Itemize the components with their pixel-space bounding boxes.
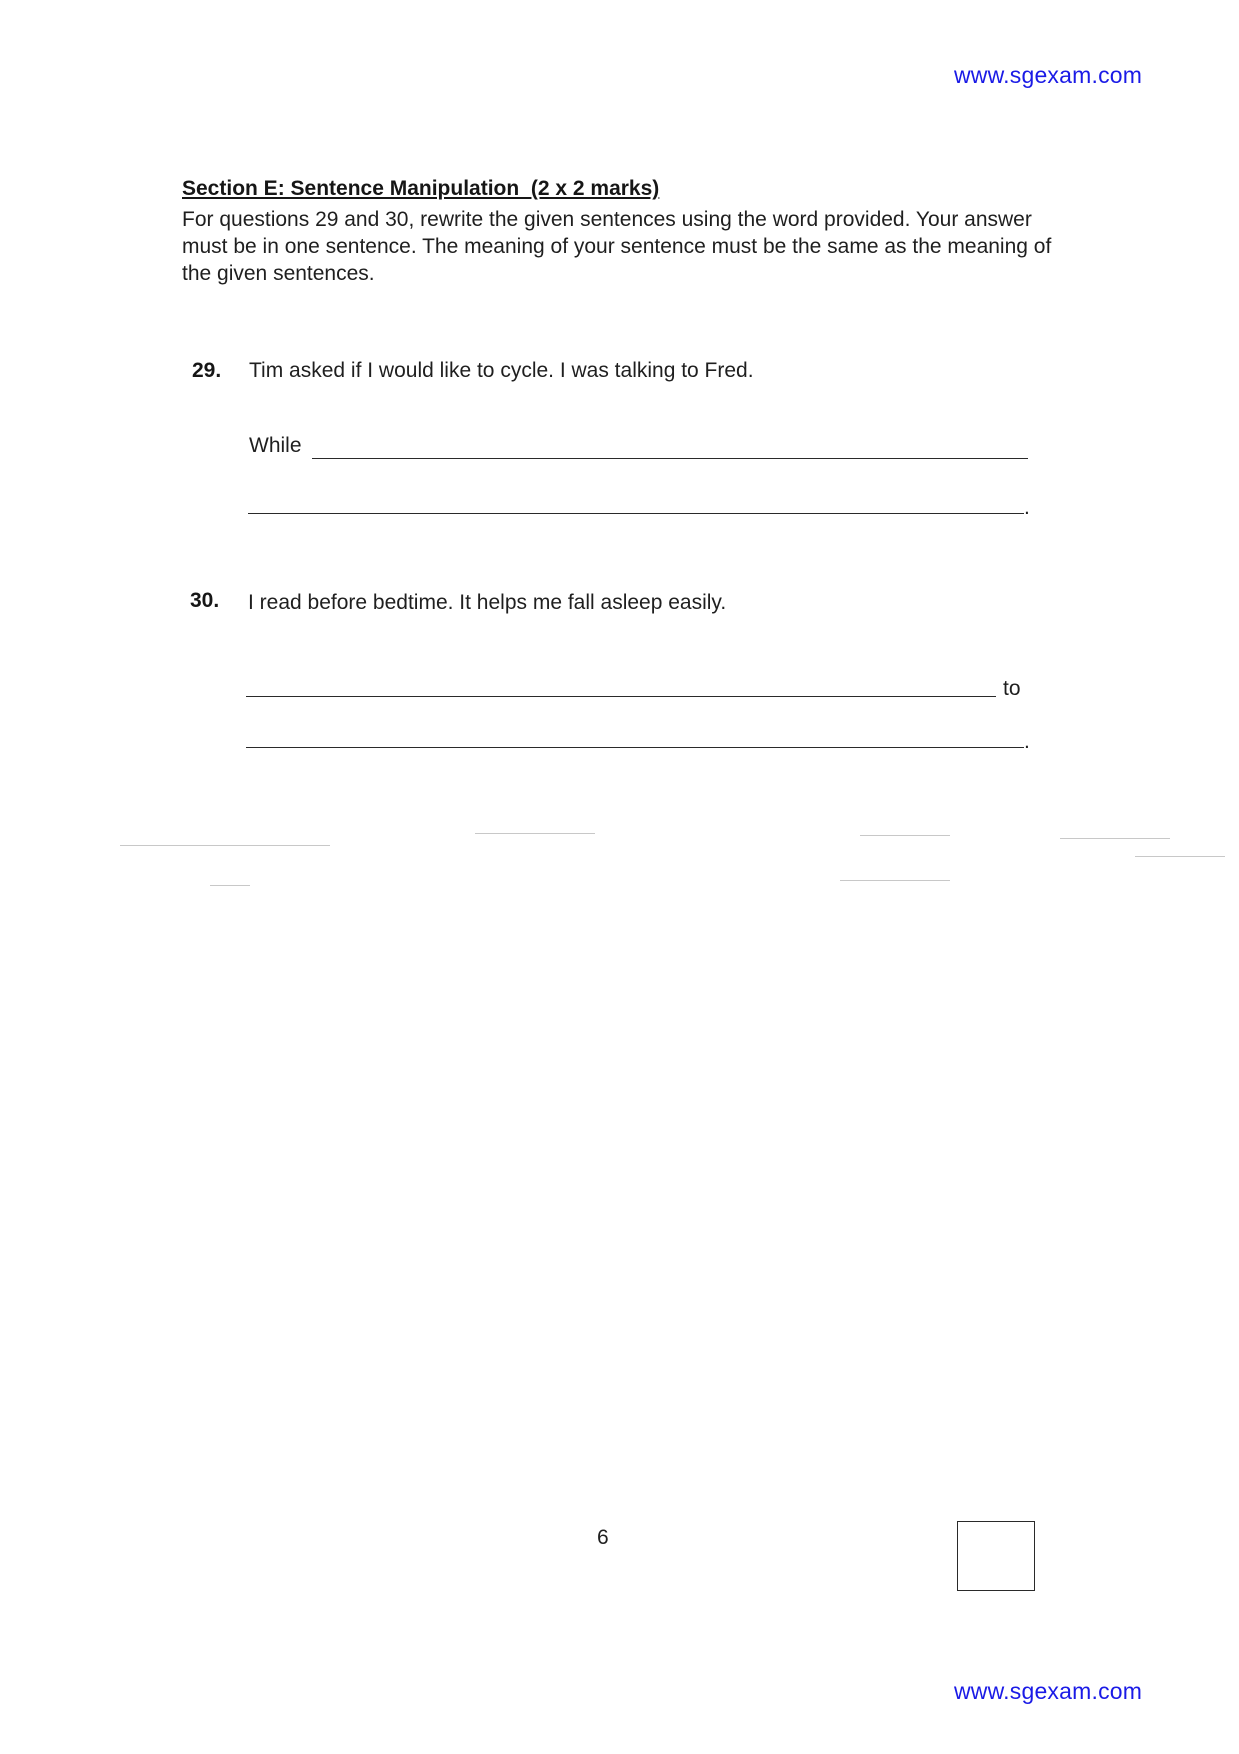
question-30-end-mark: .: [1024, 730, 1030, 753]
question-30-text: I read before bedtime. It helps me fall asleep easily.: [248, 591, 727, 614]
question-30-answer-line-1[interactable]: [246, 696, 996, 697]
page-number: 6: [597, 1526, 609, 1549]
marks-box: [957, 1521, 1035, 1591]
scan-speck: [1060, 838, 1170, 839]
question-30-given-word: to: [1003, 677, 1021, 700]
question-29-answer-line-1[interactable]: [312, 458, 1028, 459]
scan-speck: [210, 885, 250, 886]
question-29-answer-line-2[interactable]: [248, 513, 1024, 514]
scan-speck: [860, 835, 950, 836]
scan-speck: [840, 880, 950, 881]
site-link-bottom[interactable]: www.sgexam.com: [954, 1678, 1143, 1704]
scan-speck: [475, 833, 595, 834]
site-link-top[interactable]: www.sgexam.com: [954, 62, 1143, 88]
question-29-text: Tim asked if I would like to cycle. I was talking to Fred.: [249, 359, 754, 382]
question-29-number: 29.: [192, 359, 222, 382]
question-30-number: 30.: [190, 589, 220, 612]
question-29-end-mark: .: [1024, 496, 1030, 519]
scan-speck: [120, 845, 330, 846]
section-instructions: For questions 29 and 30, rewrite the given sentences using the word provided. Your answer must be in one sentence. The meaning of your sentence must be the same as the meaning of the given sentences.: [182, 208, 1052, 285]
question-29-given-word: While: [249, 434, 302, 457]
scan-speck: [1135, 856, 1225, 857]
question-30-answer-line-2[interactable]: [246, 747, 1024, 748]
section-title: Section E: Sentence Manipulation (2 x 2 marks): [182, 177, 660, 200]
